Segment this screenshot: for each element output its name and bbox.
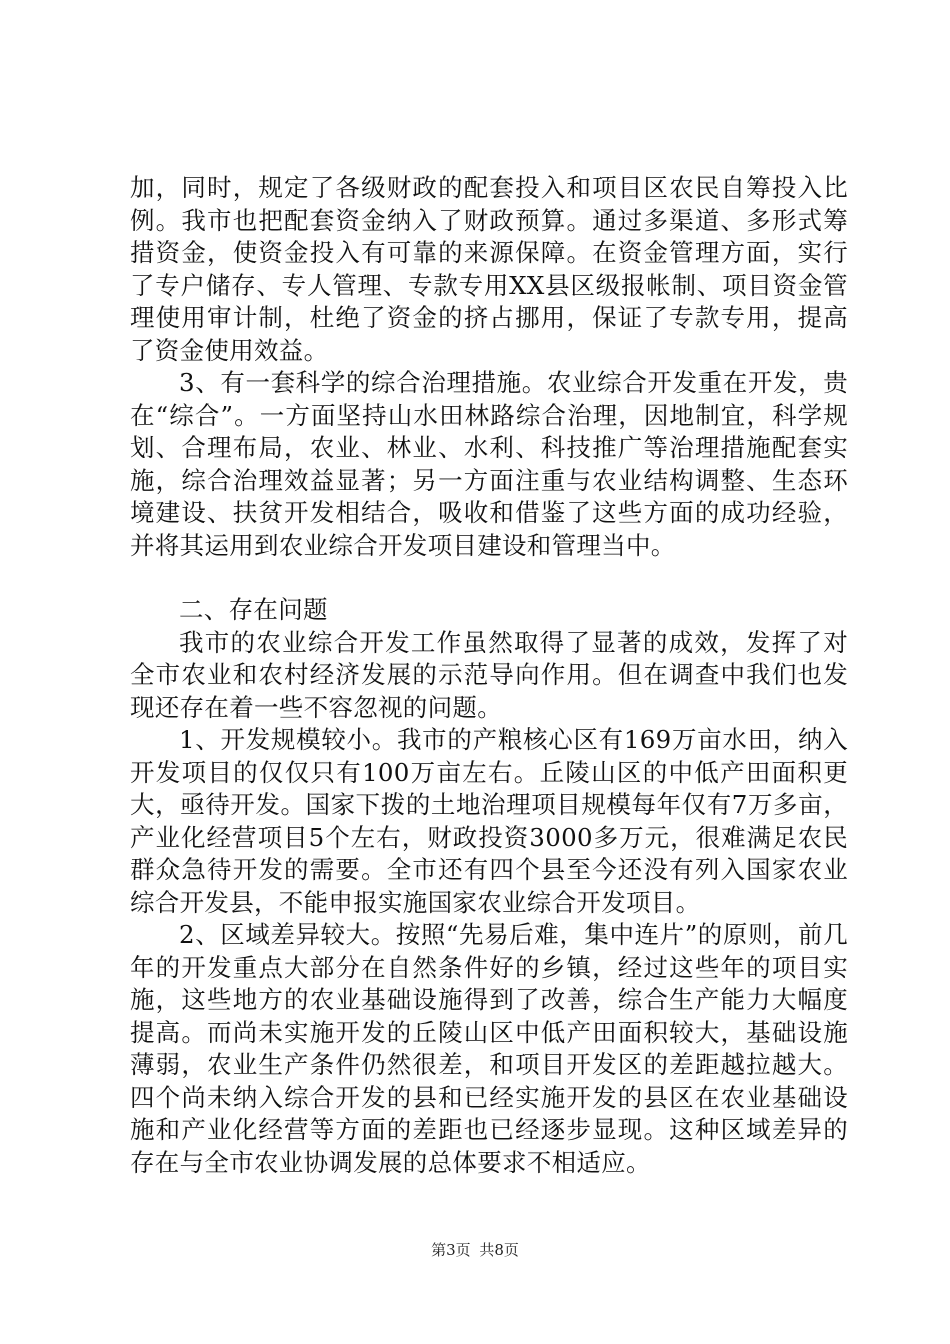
paragraph-funding-management: 加，同时，规定了各级财政的配套投入和项目区农民自筹投入比例。我市也把配套资金纳入了财政预算。通过多渠道、多形式筹措资金，使资金投入有可靠的来源保障。在资金管理方面，实行了专户储存、专人管理、专款专用XX县区级报帐制、项目资金管理使用审计制，杜绝了资金的挤占挪用，保证了专款专用，提高了资金使用效益。 <box>130 173 848 365</box>
section-heading-problems: 二、存在问题 <box>179 595 328 624</box>
paragraph-regional-differences: 2、区域差异较大。按照“先易后难，集中连片”的原则，前几年的开发重点大部分在自然条件好的乡镇，经过这些年的项目实施，这些地方的农业基础设施得到了改善，综合生产能力大幅度提高。而尚未实施开发的丘陵山区中低产田面积较大，基础设施薄弱，农业生产条件仍然很差，和项目开发区的差距越拉越大。四个尚未纳入综合开发的县和已经实施开发的县区在农业基础设施和产业化经营等方面的差距也已经逐步显现。这种区域差异的存在与全市农业协调发展的总体要求不相适应。 <box>130 920 848 1177</box>
page-footer <box>0 1240 950 1260</box>
page-total: 共8页 <box>479 1241 519 1259</box>
paragraph-comprehensive-measures: 3、有一套科学的综合治理措施。农业综合开发重在开发，贵在“综合”。一方面坚持山水田林路综合治理，因地制宜，科学规划、合理布局，农业、林业、水利、科技推广等治理措施配套实施，综合治理效益显著；另一方面注重与农业结构调整、生态环境建设、扶贫开发相结合，吸收和借鉴了这些方面的成功经验，并将其运用到农业综合开发项目建设和管理当中。 <box>130 368 848 560</box>
paragraph-gap <box>130 562 848 594</box>
paragraph-small-scale: 1、开发规模较小。我市的产粮核心区有169万亩水田，纳入开发项目的仅仅只有100万亩左右。丘陵山区的中低产田面积更大，亟待开发。国家下拨的土地治理项目规模每年仅有7万多亩，产业化经营项目5个左右，财政投资3000多万元，很难满足农民群众急待开发的需要。全市还有四个县至今还没有列入国家农业综合开发县，不能申报实施国家农业综合开发项目。 <box>130 725 848 917</box>
body-text <box>130 172 848 1179</box>
page-number: 第3页 <box>431 1241 471 1259</box>
paragraph-problems-intro: 我市的农业综合开发工作虽然取得了显著的成效，发挥了对全市农业和农村经济发展的示范导向作用。但在调查中我们也发现还存在着一些不容忽视的问题。 <box>130 627 848 722</box>
